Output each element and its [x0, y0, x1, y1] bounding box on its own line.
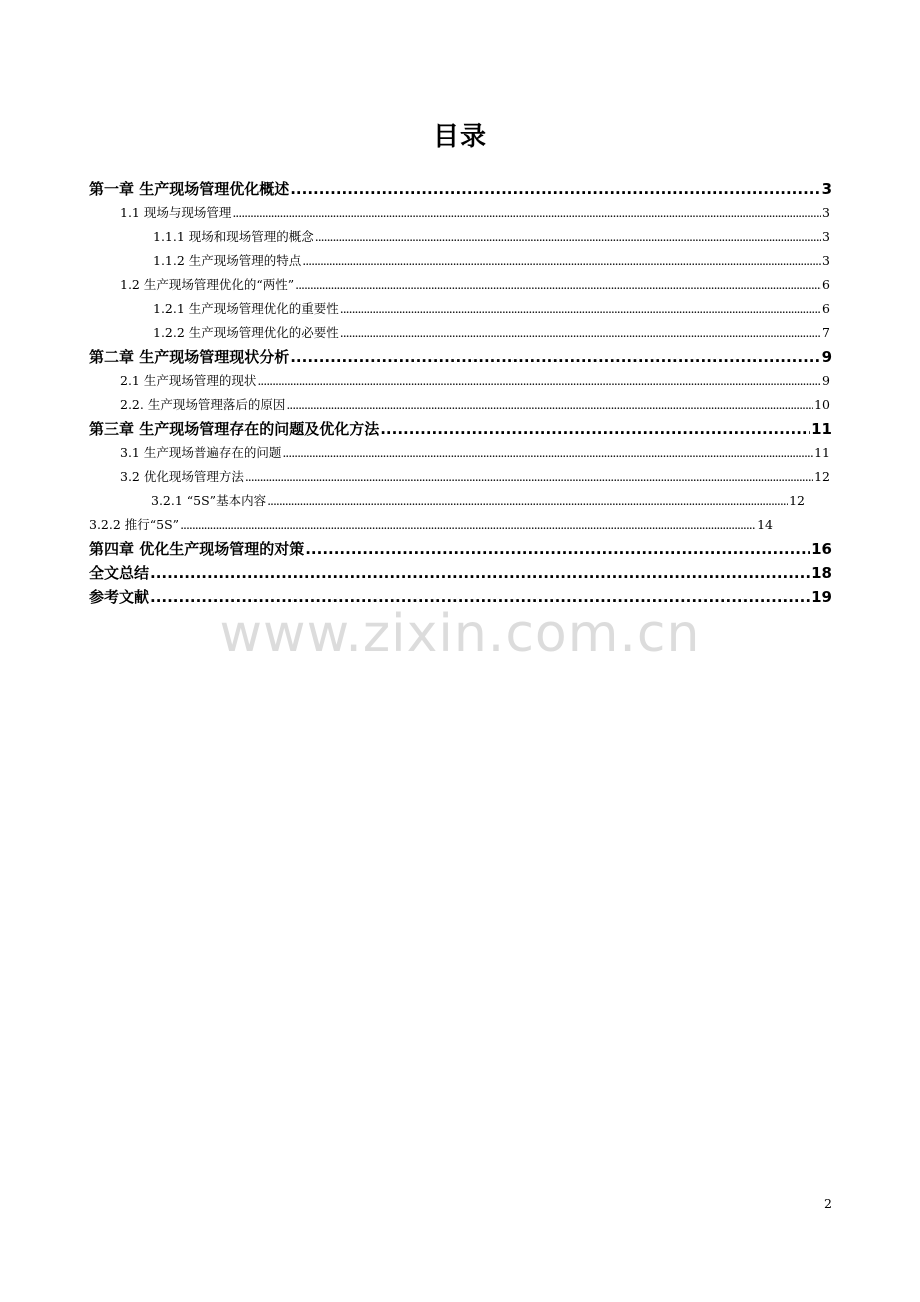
toc-entry-3-1[interactable]: [120, 442, 830, 464]
dot-leader: [180, 514, 756, 536]
toc-entry-label: 3.2 优化现场管理方法: [120, 469, 244, 484]
toc-entry-page: 14: [757, 517, 773, 532]
toc-entry-page: 9: [821, 348, 832, 366]
toc-entry-label: 全文总结: [89, 564, 150, 582]
toc-entry-label: 1.1.1 现场和现场管理的概念: [153, 229, 314, 244]
dot-leader: [232, 202, 821, 224]
dot-leader: [282, 442, 813, 464]
toc-entry-label: 第二章 生产现场管理现状分析: [89, 348, 290, 366]
toc-entry-chapter-4[interactable]: [89, 538, 832, 560]
toc-entry-chapter-2[interactable]: [89, 346, 832, 368]
toc-entry-page: 6: [822, 277, 830, 292]
dot-leader: [267, 490, 788, 512]
dot-leader: [340, 298, 821, 320]
toc-entry-page: 18: [811, 564, 832, 582]
toc-entry-page: 3: [822, 253, 830, 268]
toc-entry-label: 1.2 生产现场管理优化的“两性”: [120, 277, 295, 292]
dot-leader: [295, 274, 821, 296]
toc-entry-page: 19: [811, 588, 832, 606]
toc-entry-3-2-2[interactable]: [89, 514, 773, 536]
toc-entry-label: 1.2.2 生产现场管理优化的必要性: [153, 325, 339, 340]
toc-entry-page: 3: [822, 229, 830, 244]
toc-entry-page: 3: [822, 205, 830, 220]
toc-entry-chapter-1[interactable]: [89, 178, 832, 200]
toc-entry-2-2[interactable]: [120, 394, 830, 416]
dot-leader: [150, 562, 810, 584]
toc-entry-label: 参考文献: [89, 588, 150, 606]
dot-leader: [315, 226, 821, 248]
toc-entry-page: 10: [814, 397, 830, 412]
toc-entry-1-1[interactable]: [120, 202, 830, 224]
toc-entry-label: 1.1.2 生产现场管理的特点: [153, 253, 302, 268]
toc-entry-page: 3: [821, 180, 832, 198]
toc-entry-1-2[interactable]: [120, 274, 830, 296]
toc-entry-3-2-1[interactable]: [151, 490, 805, 512]
dot-leader: [380, 418, 810, 440]
toc-entry-label: 2.2. 生产现场管理落后的原因: [120, 397, 286, 412]
toc-entry-label: 第三章 生产现场管理存在的问题及优化方法: [89, 420, 380, 438]
toc-entry-page: 16: [811, 540, 832, 558]
toc-entry-label: 1.1 现场与现场管理: [120, 205, 232, 220]
toc-entry-page: 7: [822, 325, 830, 340]
toc-entry-1-1-1[interactable]: [153, 226, 830, 248]
toc-entry-1-2-2[interactable]: [153, 322, 830, 344]
toc-entry-label: 3.1 生产现场普遍存在的问题: [120, 445, 282, 460]
toc-entry-summary[interactable]: [89, 562, 832, 584]
dot-leader: [305, 538, 810, 560]
toc-entry-page: 11: [811, 420, 832, 438]
toc-entry-1-2-1[interactable]: [153, 298, 830, 320]
dot-leader: [340, 322, 821, 344]
toc-entry-label: 3.2.1 “5S”基本内容: [151, 493, 267, 508]
toc-entry-page: 6: [822, 301, 830, 316]
toc-entry-2-1[interactable]: [120, 370, 830, 392]
dot-leader: [290, 178, 820, 200]
dot-leader: [290, 346, 820, 368]
dot-leader: [257, 370, 821, 392]
toc-entry-page: 11: [814, 445, 830, 460]
dot-leader: [286, 394, 813, 416]
watermark: www.zixin.com.cn: [219, 604, 701, 664]
toc-entry-label: 第一章 生产现场管理优化概述: [89, 180, 290, 198]
toc-entry-label: 1.2.1 生产现场管理优化的重要性: [153, 301, 339, 316]
page-number: 2: [824, 1196, 832, 1211]
page-title: 目录: [432, 122, 487, 152]
toc-entry-page: 12: [789, 493, 805, 508]
toc-entry-label: 2.1 生产现场管理的现状: [120, 373, 257, 388]
toc-entry-label: 第四章 优化生产现场管理的对策: [89, 540, 305, 558]
toc-entry-3-2[interactable]: [120, 466, 830, 488]
toc-entry-label: 3.2.2 推行“5S”: [89, 517, 180, 532]
toc-entry-chapter-3[interactable]: [89, 418, 832, 440]
toc-entry-page: 9: [822, 373, 830, 388]
toc-entry-page: 12: [814, 469, 830, 484]
dot-leader: [245, 466, 813, 488]
toc-entry-1-1-2[interactable]: [153, 250, 830, 272]
dot-leader: [302, 250, 821, 272]
